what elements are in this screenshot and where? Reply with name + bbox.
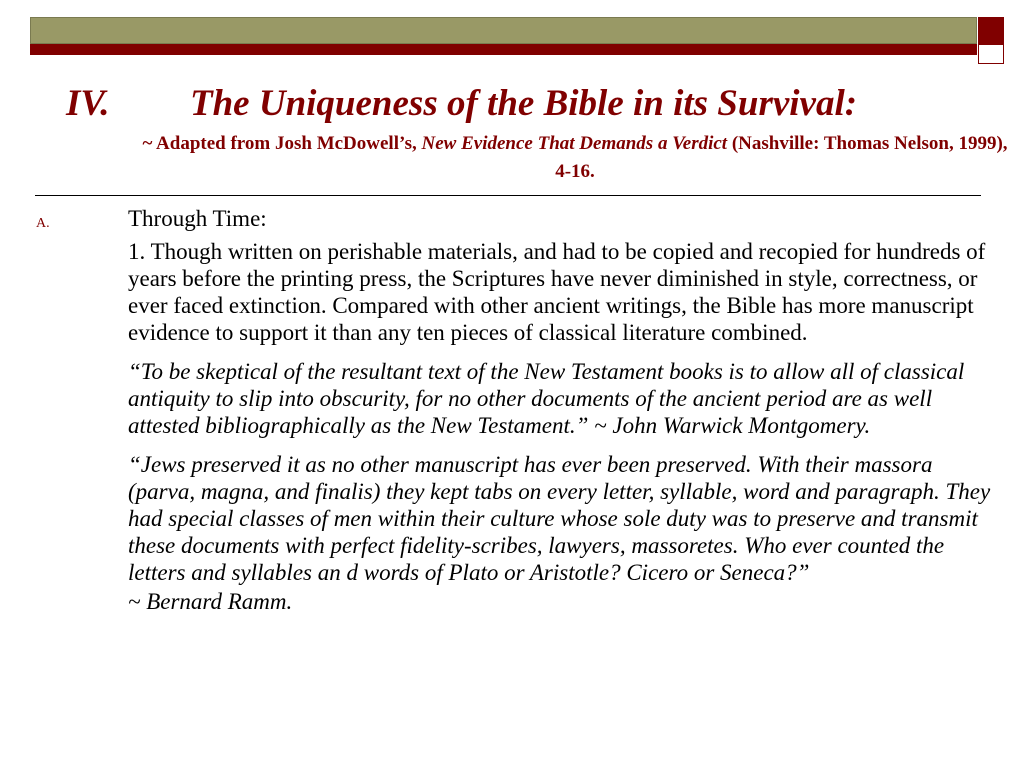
corner-square-filled xyxy=(978,17,1004,44)
quote-ramm: “Jews preserved it as no other manuscript has ever been preserved. With their massora (parva, magna, and finalis) they kept tabs on every letter, syllable, word and paragraph. They had special classes of men within their culture whose sole duty was to preserve and transmit these documents with perfect fidelity-scribes, lawyers, massoretes. Who ever counted the letters and syllables an d words of Plato or Aristotle? Cicero or Seneca?” xyxy=(128,452,991,585)
section-marker: A. xyxy=(36,216,50,231)
title-divider xyxy=(35,195,981,196)
header-bar-maroon xyxy=(30,44,977,55)
slide-subtitle xyxy=(140,130,1010,186)
slide-title xyxy=(66,80,996,128)
quote-montgomery: “To be skeptical of the resultant text of the New Testament books is to allow all of classical antiquity to slip into obscurity, for no other documents of the ancient period are as well attested bibliographically as the New Testament.” ~ John Warwick Montgomery. xyxy=(128,359,965,438)
section-numeral: IV. xyxy=(66,83,110,124)
slide-body xyxy=(128,205,998,615)
header-bar-olive xyxy=(30,17,977,44)
title-text: The Uniqueness of the Bible in its Survival: xyxy=(190,83,858,124)
corner-square-outline xyxy=(978,44,1004,64)
point-paragraph: 1. Though written on perishable materials, and had to be copied and recopied for hundreds of years before the printing press, the Scriptures have never diminished in style, correctness, or ever faced extinction. Compared with other ancient writings, the Bible has more manuscript evidence to support it than any ten pieces of classical literature combined. xyxy=(128,239,986,345)
quote-ramm-attribution: ~ Bernard Ramm. xyxy=(128,589,293,614)
subtitle-source-title: New Evidence That Demands a Verdict xyxy=(421,133,728,154)
subtitle-suffix: (Nashville: Thomas Nelson, 1999), 4-16. xyxy=(555,133,1008,182)
subtitle-prefix: ~ Adapted from Josh McDowell’s, xyxy=(142,133,422,154)
section-heading: Through Time: xyxy=(128,206,267,231)
